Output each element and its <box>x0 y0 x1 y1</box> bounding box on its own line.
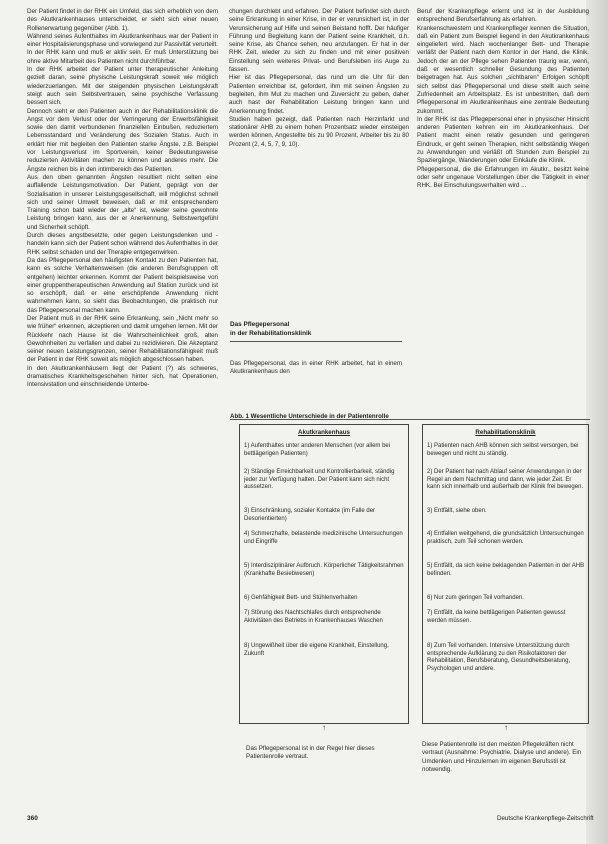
table-row: 3) Einschränkung, sozialer Kontakte (im Falle der Desorientierten) <box>244 508 376 522</box>
paragraph: Durch dieses angstbesetzte, oder gegen Leistungsdenken und -handeln kann sich der Patient schon während des Aufenthaltes in der RHK selbst schaden und der Therapie entgegenwirken. <box>27 232 218 256</box>
section-heading: Das Pflegepersonal in der Rehabilitationsklinik <box>230 321 312 337</box>
table-row: 1) Patienten nach AHB können sich selbst versorgen, bei bewegen und nicht zu ständig. <box>427 443 579 457</box>
text-column-left <box>27 8 218 390</box>
table-row: 5) Entfällt, da sich keine beklagenden Patienten in der AHB befinden. <box>427 563 585 577</box>
paragraph: In den Akutkrankenhäusern liegt der Patient (?) als schweres, dramatisches Krankheitsgeschehen hinter sich, hat Operationen, Intensivstation und einschneidende Unterbe- <box>27 364 218 389</box>
paragraph: Da das Pflegepersonal den häufigsten Kontakt zu den Patienten hat, kann es solche Verhaltensweisen (die anderen Berufsgruppen oft entgehen) leichter erkennen. Kommt der Patient beispielsweise von einer gruppentherapeutischen Anwendung auf Station zurück und ist so erschöpft, daß er eine erschöpfende Anwendung nicht wahrnehmen kann, so sieht das Beobachtungen, die praktisch nur das Pflegepersonal machen kann. <box>27 256 218 314</box>
paragraph: Beruf der Krankenpflege erlernt und ist in der Ausbildung entsprechend Berufserfahrung als erfahren. <box>417 8 589 24</box>
paragraph: Pflegepersonal, die die Erfahrungen im Akutkr., besitzt keine oder sehr ungenaue Vorstellungen über die Tätigkeit in einer RHK. Bei Einschulungsverhalten wird ... <box>417 165 589 190</box>
heading-underline <box>230 341 402 342</box>
paragraph: Hier ist das Pflegepersonal, das rund um die Uhr für den Patienten erreichbar ist, gefordert, ihm mit seinen Ängsten zu begleiten, ihm Mut zu machen und Zuversicht zu geben, daher auch hast der Rehabilitation Leistung bringen kann und Anerkennung findet. <box>229 74 409 115</box>
paragraph: Krankenschwestern und Krankenpfleger kennen die Situation, daß ein Patient zum Beispiel liegend in den Akutkrankenhaus eingeliefert wird. Nach wochenlanger Bett- und Therapie verläßt der Patient nach dem Kontor in der Hand, die Klinik. Jedoch der an der Pflege sehen Patienten traurig war, wenn, daß er wesentlich schneller Gesundung des Patienten beigetragen hat. Aus solchen „sichtbaren“ Erfolgen schöpft sich selbst das Pflegepersonal und diese stellt auch seine Zufriedenheit am Arbeitsplatz. Es ist unbestritten, daß dem Pflegepersonal im Akutkrankenhaus eine zentrale Bedeutung zukommt. <box>417 24 589 115</box>
page-number: 360 <box>27 815 38 822</box>
paragraph: In der RHK arbeitet der Patient unter therapeutischer Anleitung gezielt daran, seine physische Leistungskraft soweit wie möglich wiederzuerlangen. Mit der steigenden physischen Leistungskraft steigt auch sein Selbstvertrauen, seine psychische Verfassung bessert sich. <box>27 66 218 107</box>
table-column-reha <box>422 424 589 724</box>
paragraph: Während seines Aufenthaltes im Akutkrankenhaus war der Patient in einer Hospitalisierungsphase und vorwiegend zur Passivität verurteilt. In der RHK kann und muß er aktiv sein. Er muß Unterstützung bei ohne aktive Mitarbeit des Patienten nicht durchführbar. <box>27 32 218 65</box>
table-column-akut <box>239 424 409 724</box>
paragraph: chungen durchlebt und erfahren. Der Patient befindet sich durch seine Erkrankung in einer Krise, in der er verunsichert ist, in der Verunsicherung auf Hilfe und seinen Beistand hofft. Der häufiger Führung und Begleitung kann der Patient seine Krankheit, d.h. seine Krise, als Chance sehen, neu anzufangen. Er hat in der RHK Zeit, wieder zu sich zu finden und mit einer positiven Einstellung sein weiteres Privat- und Berufsleben ins Auge zu fassen. <box>229 8 409 74</box>
text-column-middle <box>229 8 409 149</box>
paragraph: Studien haben gezeigt, daß Patienten nach Herzinfarkt und stationärer AHB zu einem hohen Prozentsatz wieder einsteigen werden können, Angestellte bis zu 90 Prozent, Arbeiter bis zu 80 Prozent (2, 4, 5, 7, 9, 10). <box>229 115 409 148</box>
paragraph: Das Pflegepersonal, das in einer RHK arbeitet, hat in einem Akutkrankenhaus den <box>230 360 402 376</box>
journal-footer: Deutsche Krankenpflege-Zeitschrift <box>497 815 594 822</box>
table-row: 1) Aufenthaltes unter anderen Menschen (vor allem bei bettlägerigen Patienten) <box>244 443 391 457</box>
table-row: 7) Störung des Nachtschlafes durch entsprechende Aktivitäten des Betriebs in Krankenhauses Waschen <box>244 610 383 624</box>
paragraph: Aus den oben genannten Ängsten resultiert nicht selten eine auffallende Leistungsmotivation. Der Patient, geprägt von der Sozialisation in unserer Leistungsgesellschaft, will möglichst schnell sich und seiner Umwelt beweisen, daß er mit entsprechendem Training schon bald wieder der „alte“ ist, wieder seine gewohnte Leistung bringen kann, aus der er Anerkennung, Selbstwertgefühl und Sicherheit schöpft. <box>27 173 218 231</box>
table-footnote-right: Diese Patientenrolle ist den meisten Pflegekräften nicht vertraut (Ausnahme: Psychiatrie, Dialyse und andere). Ein Umdenken und Hinzulernen im eigenen Berufsstil ist notwendig. <box>422 741 582 773</box>
figure-title: Wesentliche Unterschiede in der Patientenrolle <box>250 413 389 420</box>
table-row: 3) Entfällt, siehe oben. <box>427 508 487 514</box>
text-column-middle-lower <box>230 360 402 377</box>
paragraph: Der Patient findet in der RHK ein Umfeld, das sich erheblich von dem des Akutkrankenhauses unterscheidet, er sieht sich einer neuen Rollenerwartung gegenüber (Abb. 1). <box>27 8 218 32</box>
column-header: Akutkrankenhaus <box>298 429 350 436</box>
table-row: 8) Zum Teil vorhanden. Intensive Unterstützung durch entsprechende Aufklärung zu den Risikofaktoren der Rehabilitation, Berufsberatung, Gesundheitsberatung, Psychologen und andere. <box>427 643 571 672</box>
table-row: 6) Nur zum geringen Teil vorhanden. <box>427 595 524 601</box>
table-footnote-left: Das Pflegepersonal ist in der Regel hier dieses Patientenrolle vertraut. <box>246 745 375 761</box>
table-row: 2) Der Patient hat nach Ablauf seiner Anwendungen in der Regel an dem Nachmittag und dann, wie jeder Zeit. Er kann sich innerhalb und außerhalb der Klinik frei bewegen. <box>427 469 584 491</box>
text-column-right <box>417 8 589 398</box>
page-edge-shadow <box>586 0 608 844</box>
paragraph: In der RHK ist das Pflegepersonal eher in physischer Hinsicht anderen Patienten kehren ein im Akutkrankenhaus. Der Patient macht einen relativ gesunden und geringeren Eindruck, er geht seinen Therapien, nicht selbständig Wegen zu Anwendungen und verläßt oft Stunden zum Beispiel zu Spaziergänge, Wanderungen oder Einkäufe die Klinik. <box>417 115 589 165</box>
paragraph: Der Patient muß in der RHK seine Erkrankung, sein „Nicht mehr so wie früher“ erkennen, akzeptieren und damit umgehen lernen. Mit der Rückkehr nach Hause ist die Wahrscheinlichkeit groß, alten Gewohnheiten zu verfallen und dabei zu rezidivieren. Die Akzeptanz seiner neuen Leistungsgrenzen, seiner Rehabilitationsfähigkeit muß der Patient in der RHK soweit als möglich abgeschlossen haben. <box>27 314 218 364</box>
paragraph: Dennoch sieht er den Patienten auch in der Rehabilitationsklinik die Angst vor dem Verlust oder der Verringerung der Erwerbsfähigkeit sowie den damit verbundenen finanziellen Einbußen, reduziertem Lebensstandard und Veränderung des Sozialen Status. Auch in erklärt hier mit begleiten den Patienten starke Ängste, z.B. Beispiel vor Leistungsverlust im Sportverein, keiner Bedeutungsweise reduzierten Aktivitäten machen zu können und anderes mehr. Die Ängste reichen bis in den intimbereich des Patienten. <box>27 107 218 173</box>
column-header: Rehabilitationsklinik <box>475 429 536 436</box>
table-row: 6) Gehfähigkeit Bett- und Stühlenverhalten <box>244 595 358 601</box>
arrow-up-icon: ↑ <box>322 723 326 732</box>
figure-rule <box>230 419 590 420</box>
table-row: 4) Schmerzhafte, belastende medizinische Untersuchungen und Eingriffe <box>244 531 403 545</box>
figure-label: Abb. 1 <box>230 413 249 420</box>
table-row: 4) Entfallen weitgehend, die grundsätzlich Untersuchungen praktisch, zum Teil schonen werden. <box>427 531 584 545</box>
arrow-up-icon: ↑ <box>504 723 508 732</box>
table-row: 5) Interdisziplinärer Aufbruch. Körperlicher Tätigkeitsrahmen (Krankhafte Besiebwesen) <box>244 563 404 577</box>
table-row: 7) Entfällt, da keine bettlägerigen Patienten gewusst werden müssen. <box>427 610 566 624</box>
comparison-table <box>239 424 589 724</box>
table-row: 2) Ständige Erreichbarkeit und Kontrollierbarkeit, ständig jeder zur Verfügung halten. Der Patient kann sich nicht aussetzen. <box>244 469 395 491</box>
table-row: 8) Ungewißheit über die eigene Krankheit, Einstellung, Zukunft <box>244 643 389 657</box>
